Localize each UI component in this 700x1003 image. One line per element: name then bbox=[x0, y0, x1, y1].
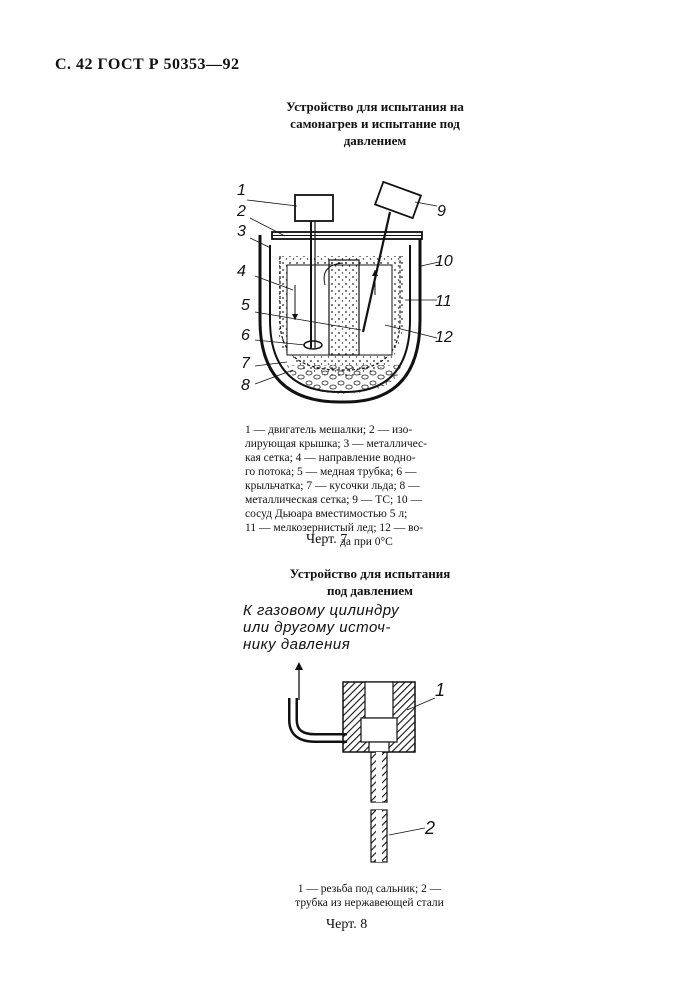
figure8-title-line: под давлением bbox=[326, 583, 414, 598]
callout-1: 1 bbox=[435, 680, 446, 700]
legend-line: трубка из нержавеющей стали bbox=[295, 897, 444, 909]
callout-8: 8 bbox=[241, 377, 250, 394]
figure7-diagram bbox=[225, 170, 695, 415]
legend-line: металлическая сетка; 9 — ТС; 10 — bbox=[245, 494, 422, 506]
callout-6: 6 bbox=[241, 327, 250, 344]
figure7-title-line: самонагрев и испытание под bbox=[290, 116, 460, 131]
figure7-title bbox=[255, 98, 495, 149]
callout-7: 7 bbox=[241, 355, 250, 372]
callout-12: 12 bbox=[435, 329, 453, 346]
legend-line: да при 0°С bbox=[340, 536, 393, 548]
figure7-legend bbox=[245, 423, 485, 549]
legend-line: кая сетка; 4 — направление водно- bbox=[245, 452, 416, 464]
callout-2: 2 bbox=[425, 818, 436, 838]
page-header: С. 42 ГОСТ Р 50353—92 bbox=[55, 56, 240, 73]
callout-4: 4 bbox=[237, 263, 246, 280]
thermocouple-head bbox=[375, 182, 421, 218]
legend-line: 11 — мелкозернистый лед; 12 — во- bbox=[245, 522, 424, 534]
figure8-title-line: Устройство для испытания bbox=[289, 566, 451, 581]
callout-3: 3 bbox=[237, 223, 246, 240]
stirrer-motor bbox=[295, 195, 333, 221]
handwritten-line: К газовому цилиндру bbox=[243, 602, 400, 619]
inlet-tube bbox=[293, 698, 347, 738]
legend-line: 1 — двигатель мешалки; 2 — изо- bbox=[245, 424, 413, 436]
figure8-legend bbox=[262, 882, 477, 910]
legend-line: 1 — резьба под сальник; 2 — bbox=[297, 883, 442, 895]
figure8-title bbox=[250, 565, 490, 599]
handwritten-line: или другому источ- bbox=[243, 619, 391, 636]
callout-2: 2 bbox=[237, 203, 246, 220]
legend-line: крыльчатка; 7 — кусочки льда; 8 — bbox=[245, 480, 420, 492]
legend-line: сосуд Дьюара вместимостью 5 л; bbox=[245, 508, 408, 520]
callout-10: 10 bbox=[435, 253, 453, 270]
handwritten-line: нику давления bbox=[243, 636, 351, 653]
figure7-title-line: Устройство для испытания на bbox=[286, 99, 464, 114]
callout-1: 1 bbox=[237, 182, 246, 199]
legend-line: го потока; 5 — медная трубка; 6 — bbox=[245, 466, 417, 478]
figure7-caption: Черт. 7 bbox=[306, 532, 348, 547]
figure7-title-line: давлением bbox=[343, 133, 407, 148]
callout-9: 9 bbox=[437, 203, 446, 220]
figure8-caption: Черт. 8 bbox=[326, 917, 368, 932]
figure8-diagram bbox=[285, 660, 485, 875]
legend-line: лирующая крышка; 3 — металличес- bbox=[245, 438, 427, 450]
callout-11: 11 bbox=[435, 293, 452, 310]
callout-5: 5 bbox=[241, 297, 250, 314]
figure8-handwritten-note bbox=[243, 602, 399, 653]
